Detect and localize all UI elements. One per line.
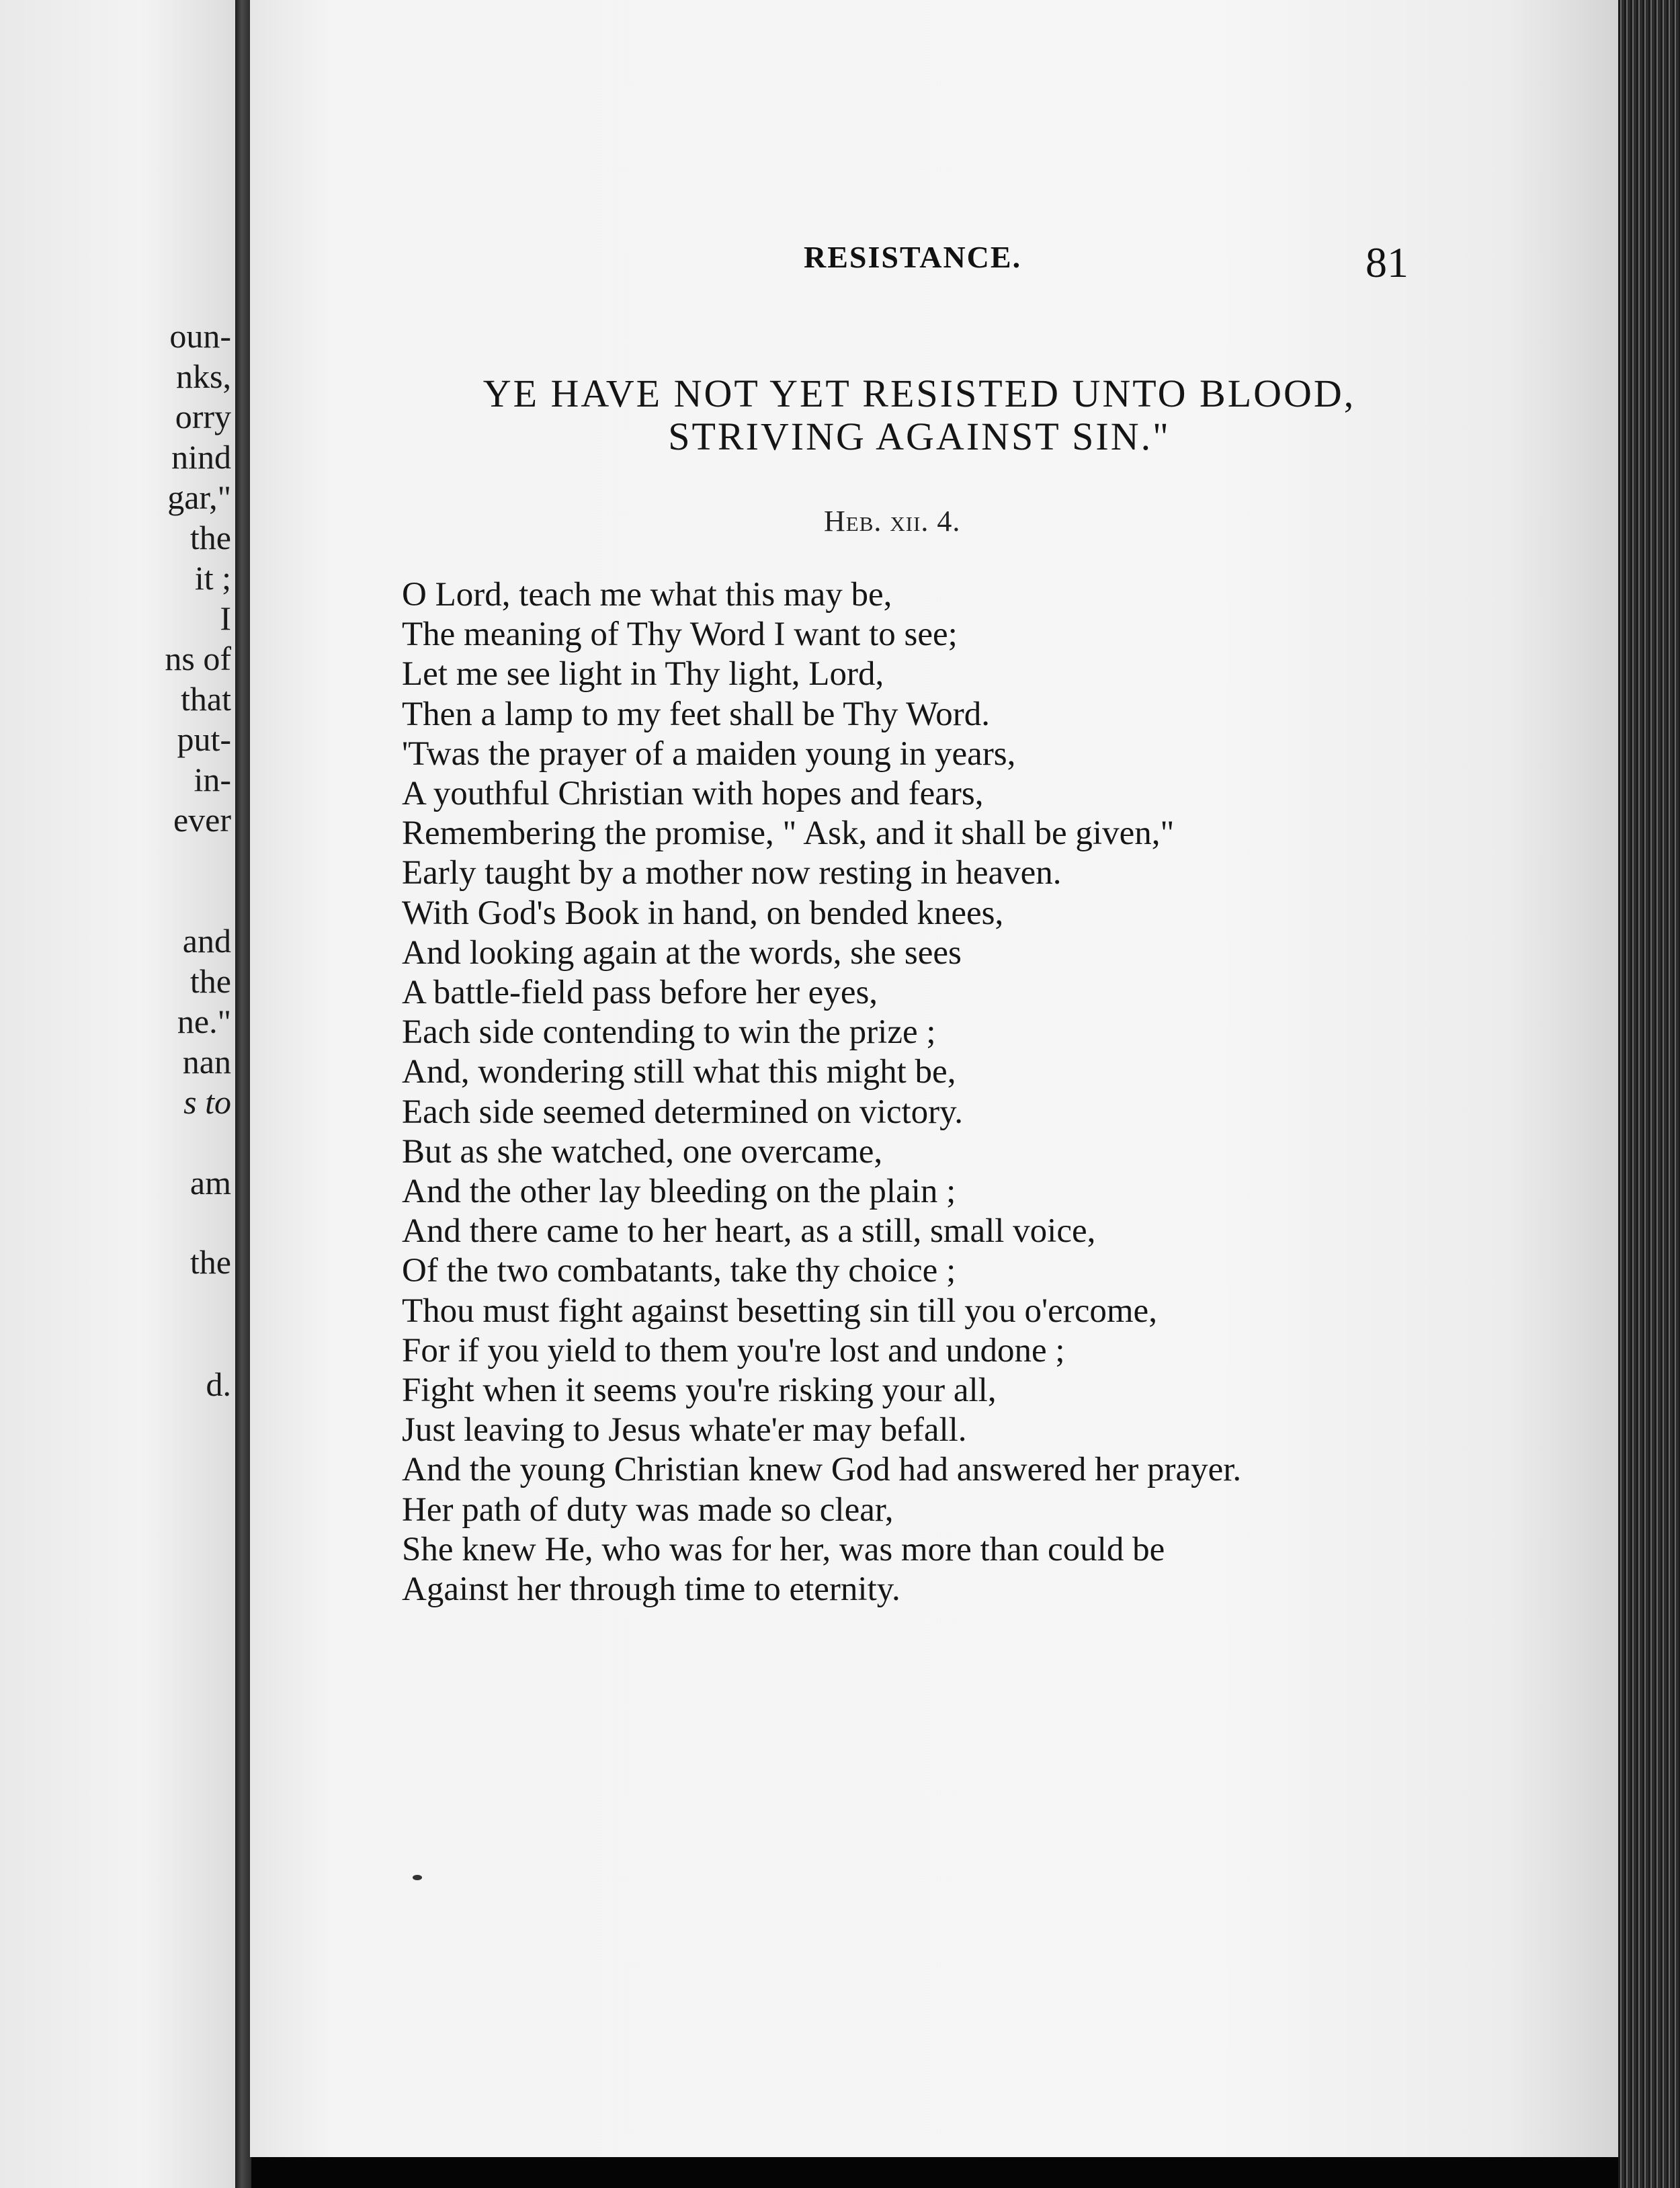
poem-line: Early taught by a mother now resting in heaven. xyxy=(402,854,1062,892)
poem-line: She knew He, who was for her, was more than could be xyxy=(402,1530,1165,1568)
poem-line: Against her through time to eternity. xyxy=(402,1570,900,1609)
poem-line: A youthful Christian with hopes and fears, xyxy=(402,775,984,813)
left-page-fragment: d. xyxy=(206,1365,231,1403)
poem-line: Fight when it seems you're risking your all, xyxy=(402,1372,997,1410)
poem-line: And the young Christian knew God had answered her prayer. xyxy=(402,1451,1242,1489)
left-page-fragment: nan xyxy=(182,1043,231,1081)
poem-line: But as she watched, one overcame, xyxy=(402,1132,883,1171)
poem-line: Each side seemed determined on victory. xyxy=(402,1093,964,1131)
left-page-fragment: s to xyxy=(183,1083,231,1121)
left-page-fragment: put- xyxy=(177,720,231,758)
poem-line: Of the two combatants, take thy choice ; xyxy=(402,1252,956,1290)
book-gutter xyxy=(235,0,251,2188)
left-page-fragment: in- xyxy=(194,761,231,798)
poem-line: And looking again at the words, she sees xyxy=(402,933,962,972)
poem-line: Each side contending to win the prize ; xyxy=(402,1013,936,1052)
poem-line: With God's Book in hand, on bended knees, xyxy=(402,894,1004,932)
ink-speck xyxy=(413,1875,422,1880)
left-page-fragment: the xyxy=(190,1243,231,1281)
left-page-fragment: ever xyxy=(173,801,231,839)
left-page-fragment: oun- xyxy=(169,317,231,355)
poem-line: For if you yield to them you're lost and undone ; xyxy=(402,1331,1065,1370)
poem-line: Remembering the promise, " Ask, and it shall be given," xyxy=(402,814,1175,853)
scripture-reference: Heb. xii. 4. xyxy=(824,505,961,538)
poem-line: Thou must fight against besetting sin till you o'ercome, xyxy=(402,1292,1157,1330)
left-page-fragment: that xyxy=(181,680,231,718)
left-page-fragment: ne." xyxy=(177,1003,231,1040)
left-page-fragment: I xyxy=(220,599,231,637)
poem-line: A battle-field pass before her eyes, xyxy=(402,974,878,1012)
poem-line: Then a lamp to my feet shall be Thy Word. xyxy=(402,695,990,733)
poem-line: Just leaving to Jesus whate'er may befall. xyxy=(402,1411,967,1449)
poem-title-line-2: STRIVING AGAINST SIN." xyxy=(668,415,1171,458)
page-number: 81 xyxy=(1366,239,1409,286)
left-page-fragment: gar," xyxy=(167,478,231,516)
poem-line: And the other lay bleeding on the plain ; xyxy=(402,1173,956,1211)
poem-line: O Lord, teach me what this may be, xyxy=(402,576,892,614)
left-page-fragment: orry xyxy=(175,398,231,435)
left-page-fragment: ns of xyxy=(165,640,231,677)
poem-title xyxy=(430,372,1409,458)
page-edge xyxy=(1618,0,1680,2188)
left-page-fragment: the xyxy=(190,519,231,556)
poem-title-line-1: YE HAVE NOT YET RESISTED UNTO BLOOD, xyxy=(482,372,1356,415)
poem-line: And there came to her heart, as a still, small voice, xyxy=(402,1212,1096,1251)
poem-line: And, wondering still what this might be, xyxy=(402,1053,956,1091)
poem-line: Her path of duty was made so clear, xyxy=(402,1490,894,1529)
left-page-fragment: the xyxy=(190,962,231,1000)
poem-line: Let me see light in Thy light, Lord, xyxy=(402,655,884,693)
left-page-fragment: it ; xyxy=(194,559,231,597)
left-page-fragment: am xyxy=(190,1164,231,1202)
poem-line: 'Twas the prayer of a maiden young in years, xyxy=(402,734,1016,773)
poem-body xyxy=(402,575,1241,1609)
running-head: RESISTANCE. xyxy=(804,240,1022,274)
poem-line: The meaning of Thy Word I want to see; xyxy=(402,616,958,654)
left-page-fragment: nind xyxy=(171,438,231,476)
left-facing-page xyxy=(0,0,235,2188)
left-page-fragment: nks, xyxy=(176,357,231,395)
left-page-fragment: and xyxy=(182,922,231,960)
